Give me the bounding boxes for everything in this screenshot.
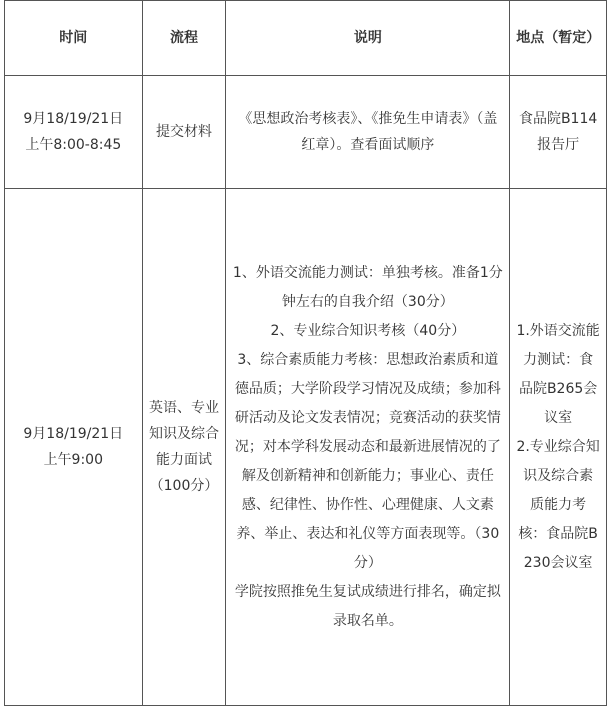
time-slot: 上午8:00-8:45	[25, 137, 122, 153]
schedule-table	[4, 0, 607, 706]
description-item-3: 3、综合素质能力考核：思想政治素质和道德品质；大学阶段学习情况及成绩；参加科研活动及论文发表情况；竞赛活动的获奖情况；对本学科发展动态和最新进展情况的了解及创新精神和创新能力；事业心、责任感、纪律性、协作性、心理健康、人文素养、举止、表达和礼仪等方面表现等。（30分）	[234, 351, 501, 571]
description-item-2: 2、专业综合知识考核（40分）	[270, 322, 466, 339]
location-cell: 食品院B114报告厅	[510, 76, 607, 189]
location-cell	[510, 189, 607, 706]
process-cell	[142, 189, 226, 706]
time-slot: 上午9:00	[43, 452, 104, 468]
header-process: 流程	[142, 1, 226, 76]
location-item-1: 1.外语交流能力测试：食品院B265会议室	[516, 322, 600, 426]
description-cell	[226, 189, 510, 706]
table-header-row	[5, 1, 607, 76]
time-cell	[5, 189, 143, 706]
description-item-1: 1、外语交流能力测试：单独考核。准备1分钟左右的自我介绍（30分）	[232, 264, 503, 310]
header-location: 地点（暂定）	[510, 1, 607, 76]
header-description: 说明	[226, 1, 510, 76]
process-score: （100分）	[149, 478, 219, 494]
time-date: 9月18/19/21日	[23, 426, 124, 442]
process-cell: 提交材料	[142, 76, 226, 189]
time-date: 9月18/19/21日	[23, 111, 124, 127]
description-cell: 《思想政治考核表》、《推免生申请表》（盖红章）。查看面试顺序	[226, 76, 510, 189]
time-cell	[5, 76, 143, 189]
header-time: 时间	[5, 1, 143, 76]
process-name: 英语、专业知识及综合能力面试	[149, 400, 220, 468]
table-row	[5, 76, 607, 189]
description-note: 学院按照推免生复试成绩进行排名，确定拟录取名单。	[234, 583, 501, 629]
location-item-2: 2.专业综合知识及综合素质能力考核：食品院B230会议室	[516, 438, 600, 571]
table-row	[5, 189, 607, 706]
